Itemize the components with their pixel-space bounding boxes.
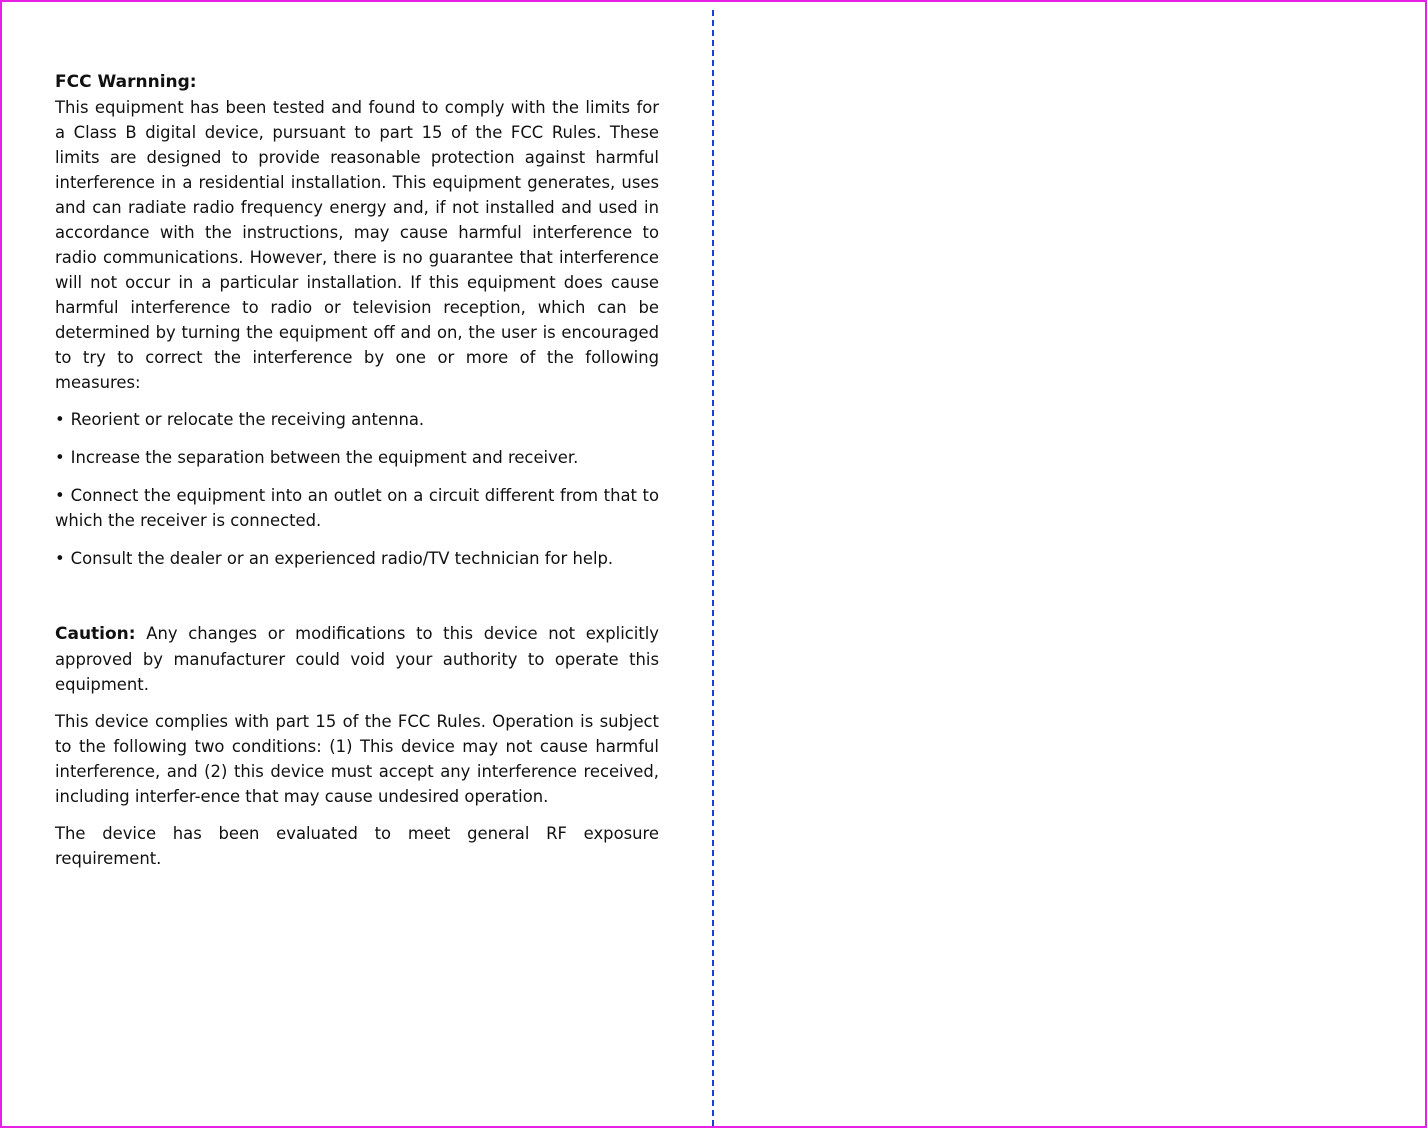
caution-text: Any changes or modifications to this device not explicitly approved by manufacturer could void your authority to operate this equipment. [55,624,659,694]
measure-text: Reorient or relocate the receiving antenna. [70,410,425,429]
caution-paragraph [55,621,659,697]
measure-text: Consult the dealer or an experienced radio/TV technician for help. [70,549,614,568]
bullet-icon: • [55,486,65,505]
measure-item-4 [55,546,659,571]
fold-line-divider [712,10,714,1126]
caution-label: Caution: [55,624,136,644]
part15-paragraph: This device complies with part 15 of the FCC Rules. Operation is subject to the following two conditions: (1) This device may not cause harmful interference, and (2) this device must accept any interference received, including interfer-ence that may cause undesired operation. [55,712,659,806]
measure-item-2 [55,445,659,470]
fcc-warning-heading: FCC Warnning: [55,72,197,92]
measure-item-1 [55,407,659,432]
bullet-icon: • [55,410,65,429]
measure-text: Connect the equipment into an outlet on a circuit different from that to which the receiver is connected. [55,486,659,530]
bullet-icon: • [55,448,65,467]
section-spacer [55,584,659,621]
fcc-intro-paragraph: This equipment has been tested and found to comply with the limits for a Class B digital device, pursuant to part 15 of the FCC Rules. These limits are designed to provide reasonable protection against harmful interference in a residential installation. This equipment generates, uses and can radiate radio frequency energy and, if not installed and used in accordance with the instructions, may cause harmful interference to radio communications. However, there is no guarantee that interference will not occur in a particular installation. If this equipment does cause harmful interference to radio or television reception, which can be determined by turning the equipment off and on, the user is encouraged to try to correct the interference by one or more of the following measures: [55,98,659,392]
bullet-icon: • [55,549,65,568]
measure-item-3 [55,483,659,533]
rf-exposure-paragraph: The device has been evaluated to meet general RF exposure requirement. [55,824,659,868]
fcc-notice [55,70,659,871]
measure-text: Increase the separation between the equipment and receiver. [70,448,579,467]
